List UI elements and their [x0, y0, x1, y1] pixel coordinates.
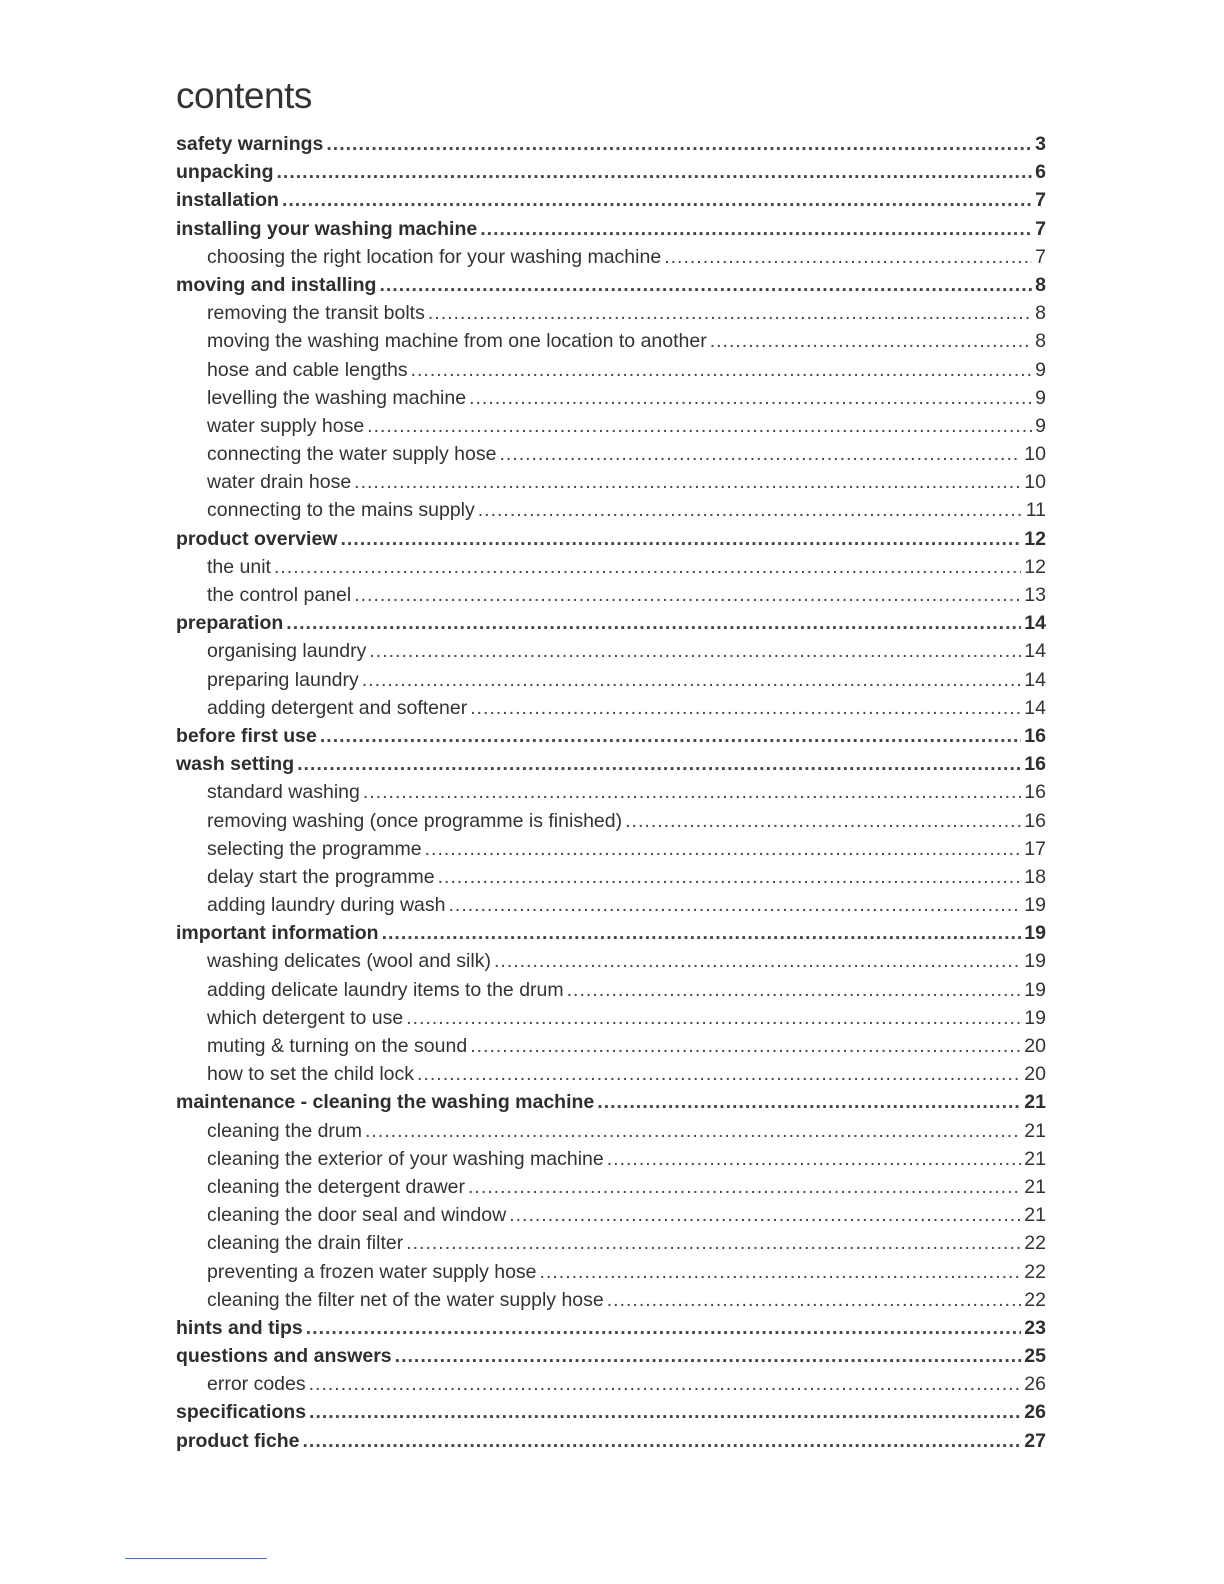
toc-entry-label: specifications: [176, 1401, 307, 1424]
toc-subsection-entry: [176, 807, 1046, 835]
toc-entry-label: adding laundry during wash: [207, 894, 446, 917]
toc-entry-label: error codes: [207, 1373, 306, 1396]
toc-subsection-entry: [176, 581, 1046, 609]
contents-page: [176, 74, 1046, 1455]
toc-page-number: 17: [1024, 837, 1046, 860]
toc-page-number: 14: [1024, 640, 1046, 663]
toc-entry-label: installing your washing machine: [176, 217, 478, 240]
toc-page-number: 10: [1024, 471, 1046, 494]
toc-page-number: 16: [1024, 781, 1046, 804]
toc-dot-leader: [411, 356, 1033, 384]
toc-page-number: 11: [1025, 499, 1046, 522]
toc-page-number: 20: [1024, 1035, 1046, 1057]
toc-page-number: 3: [1035, 133, 1046, 155]
toc-page-number: 12: [1024, 527, 1046, 550]
toc-section-entry: [176, 1427, 1046, 1455]
toc-dot-leader: [597, 1088, 1021, 1116]
toc-entry-label: product fiche: [176, 1429, 300, 1452]
toc-subsection-entry: [176, 356, 1046, 384]
toc-subsection-entry: [176, 1145, 1046, 1173]
toc-entry-label: organising laundry: [207, 640, 367, 663]
toc-dot-leader: [428, 299, 1032, 327]
toc-entry-label: moving and installing: [176, 273, 377, 296]
toc-entry-label: cleaning the detergent drawer: [207, 1175, 466, 1198]
toc-page-number: 8: [1035, 330, 1046, 353]
toc-entry-label: cleaning the exterior of your washing machine: [207, 1147, 604, 1170]
toc-entry-label: hints and tips: [176, 1316, 303, 1339]
toc-page-number: 13: [1024, 584, 1046, 606]
toc-dot-leader: [286, 609, 1021, 637]
toc-dot-leader: [274, 553, 1021, 581]
toc-subsection-entry: [176, 1032, 1046, 1060]
toc-page-number: 14: [1024, 612, 1046, 635]
toc-entry-label: selecting the programme: [207, 837, 422, 860]
toc-dot-leader: [354, 468, 1021, 496]
toc-dot-leader: [282, 186, 1032, 214]
toc-subsection-entry: [176, 1286, 1046, 1314]
toc-page-number: 16: [1024, 753, 1046, 776]
toc-subsection-entry: [176, 1258, 1046, 1286]
toc-subsection-entry: [176, 1060, 1046, 1088]
toc-dot-leader: [340, 525, 1021, 553]
toc-dot-leader: [499, 440, 1021, 468]
toc-page-number: 12: [1024, 555, 1046, 578]
toc-subsection-entry: [176, 947, 1046, 975]
toc-section-entry: [176, 1398, 1046, 1426]
toc-entry-label: preparation: [176, 612, 284, 635]
toc-page-number: 19: [1024, 978, 1046, 1001]
toc-entry-label: which detergent to use: [207, 1006, 404, 1029]
toc-dot-leader: [306, 1314, 1022, 1342]
toc-dot-leader: [309, 1370, 1022, 1398]
toc-page-number: 7: [1035, 245, 1046, 268]
toc-entry-label: unpacking: [176, 161, 274, 184]
toc-page-number: 16: [1024, 724, 1046, 747]
toc-section-entry: [176, 750, 1046, 778]
toc-section-entry: [176, 609, 1046, 637]
toc-page-number: 20: [1024, 1063, 1046, 1086]
toc-dot-leader: [470, 1032, 1021, 1060]
toc-section-entry: [176, 1088, 1046, 1116]
toc-dot-leader: [395, 1342, 1022, 1370]
toc-dot-leader: [438, 863, 1022, 891]
toc-subsection-entry: [176, 1229, 1046, 1257]
toc-dot-leader: [478, 496, 1023, 524]
toc-entry-label: water supply hose: [207, 414, 365, 437]
toc-dot-leader: [406, 1004, 1021, 1032]
toc-subsection-entry: [176, 1201, 1046, 1229]
toc-entry-label: safety warnings: [176, 133, 324, 155]
toc-dot-leader: [625, 807, 1021, 835]
toc-subsection-entry: [176, 468, 1046, 496]
toc-page-number: 19: [1024, 1006, 1046, 1029]
toc-subsection-entry: [176, 976, 1046, 1004]
toc-page-number: 22: [1024, 1232, 1046, 1255]
toc-entry-label: adding delicate laundry items to the drum: [207, 978, 564, 1001]
toc-page-number: 6: [1035, 161, 1046, 184]
toc-dot-leader: [303, 1427, 1022, 1455]
toc-page-number: 22: [1024, 1288, 1046, 1311]
toc-page-number: 16: [1024, 809, 1046, 832]
toc-page-number: 21: [1024, 1175, 1046, 1198]
toc-entry-label: hose and cable lengths: [207, 358, 408, 381]
toc-page-number: 26: [1024, 1401, 1046, 1424]
toc-dot-leader: [309, 1398, 1021, 1426]
toc-subsection-entry: [176, 1004, 1046, 1032]
toc-dot-leader: [382, 919, 1022, 947]
toc-entry-label: adding detergent and softener: [207, 696, 468, 719]
toc-page-number: 19: [1024, 950, 1046, 973]
toc-page-number: 27: [1024, 1429, 1046, 1452]
toc-subsection-entry: [176, 1370, 1046, 1398]
toc-dot-leader: [468, 1173, 1021, 1201]
table-of-contents: [176, 130, 1046, 1455]
toc-dot-leader: [326, 130, 1032, 158]
toc-dot-leader: [363, 778, 1021, 806]
toc-entry-label: maintenance - cleaning the washing machine: [176, 1091, 595, 1114]
toc-dot-leader: [567, 976, 1022, 1004]
toc-entry-label: washing delicates (wool and silk): [207, 950, 491, 973]
toc-dot-leader: [277, 158, 1033, 186]
toc-dot-leader: [607, 1286, 1022, 1314]
toc-page-number: 26: [1024, 1373, 1046, 1396]
toc-dot-leader: [425, 835, 1022, 863]
toc-subsection-entry: [176, 666, 1046, 694]
toc-entry-label: connecting the water supply hose: [207, 443, 497, 466]
toc-dot-leader: [367, 412, 1032, 440]
toc-dot-leader: [320, 722, 1021, 750]
toc-section-entry: [176, 130, 1046, 158]
toc-page-number: 22: [1024, 1260, 1046, 1283]
toc-page-number: 9: [1035, 414, 1046, 437]
toc-dot-leader: [607, 1145, 1022, 1173]
toc-page-number: 18: [1024, 865, 1046, 888]
toc-entry-label: the control panel: [207, 584, 352, 606]
toc-entry-label: muting & turning on the sound: [207, 1035, 468, 1057]
toc-subsection-entry: [176, 778, 1046, 806]
toc-entry-label: installation: [176, 189, 279, 212]
toc-subsection-entry: [176, 327, 1046, 355]
toc-subsection-entry: [176, 384, 1046, 412]
toc-page-number: 10: [1024, 443, 1046, 466]
toc-dot-leader: [379, 271, 1032, 299]
toc-dot-leader: [449, 891, 1022, 919]
toc-dot-leader: [710, 327, 1032, 355]
toc-entry-label: connecting to the mains supply: [207, 499, 475, 522]
toc-page-number: 9: [1035, 358, 1046, 381]
toc-entry-label: the unit: [207, 555, 271, 578]
toc-page-number: 7: [1035, 189, 1046, 212]
toc-page-number: 7: [1035, 217, 1046, 240]
toc-section-entry: [176, 919, 1046, 947]
toc-page-number: 23: [1024, 1316, 1046, 1339]
toc-page-number: 14: [1024, 696, 1046, 719]
toc-entry-label: removing the transit bolts: [207, 302, 425, 325]
toc-page-number: 8: [1035, 273, 1046, 296]
toc-entry-label: levelling the washing machine: [207, 386, 467, 409]
toc-section-entry: [176, 1342, 1046, 1370]
toc-entry-label: water drain hose: [207, 471, 352, 494]
toc-subsection-entry: [176, 243, 1046, 271]
toc-subsection-entry: [176, 440, 1046, 468]
toc-page-number: 21: [1024, 1147, 1046, 1170]
toc-entry-label: preparing laundry: [207, 668, 359, 691]
toc-subsection-entry: [176, 863, 1046, 891]
toc-dot-leader: [470, 694, 1021, 722]
toc-entry-label: before first use: [176, 724, 317, 747]
toc-section-entry: [176, 1314, 1046, 1342]
toc-entry-label: standard washing: [207, 781, 360, 804]
toc-page-number: 9: [1035, 386, 1046, 409]
toc-page-number: 8: [1035, 302, 1046, 325]
toc-dot-leader: [480, 215, 1032, 243]
toc-page-number: 14: [1024, 668, 1046, 691]
toc-dot-leader: [406, 1229, 1021, 1257]
toc-entry-label: important information: [176, 922, 379, 945]
toc-subsection-entry: [176, 694, 1046, 722]
toc-entry-label: cleaning the filter net of the water supply hose: [207, 1288, 604, 1311]
toc-entry-label: how to set the child lock: [207, 1063, 415, 1086]
toc-section-entry: [176, 722, 1046, 750]
toc-dot-leader: [365, 1117, 1021, 1145]
toc-entry-label: choosing the right location for your washing machine: [207, 245, 662, 268]
toc-dot-leader: [354, 581, 1021, 609]
toc-page-number: 25: [1024, 1345, 1046, 1368]
toc-entry-label: cleaning the drain filter: [207, 1232, 404, 1255]
toc-page-number: 19: [1024, 894, 1046, 917]
toc-dot-leader: [369, 637, 1021, 665]
toc-dot-leader: [362, 666, 1022, 694]
toc-entry-label: moving the washing machine from one location to another: [207, 330, 707, 353]
toc-entry-label: product overview: [176, 527, 338, 550]
toc-dot-leader: [494, 947, 1021, 975]
toc-subsection-entry: [176, 891, 1046, 919]
toc-section-entry: [176, 158, 1046, 186]
toc-dot-leader: [540, 1258, 1022, 1286]
footnote-rule: [125, 1558, 267, 1559]
toc-section-entry: [176, 215, 1046, 243]
toc-entry-label: preventing a frozen water supply hose: [207, 1260, 537, 1283]
toc-entry-label: removing washing (once programme is finished): [207, 809, 623, 832]
toc-subsection-entry: [176, 299, 1046, 327]
toc-entry-label: wash setting: [176, 753, 295, 776]
toc-page-number: 21: [1024, 1204, 1046, 1227]
toc-entry-label: delay start the programme: [207, 865, 435, 888]
toc-section-entry: [176, 271, 1046, 299]
toc-subsection-entry: [176, 553, 1046, 581]
toc-subsection-entry: [176, 1117, 1046, 1145]
toc-dot-leader: [509, 1201, 1021, 1229]
toc-dot-leader: [297, 750, 1021, 778]
toc-entry-label: questions and answers: [176, 1345, 392, 1368]
toc-subsection-entry: [176, 835, 1046, 863]
toc-subsection-entry: [176, 637, 1046, 665]
toc-section-entry: [176, 525, 1046, 553]
toc-dot-leader: [417, 1060, 1021, 1088]
toc-subsection-entry: [176, 1173, 1046, 1201]
toc-subsection-entry: [176, 412, 1046, 440]
toc-entry-label: cleaning the door seal and window: [207, 1204, 507, 1227]
toc-dot-leader: [664, 243, 1032, 271]
page-title: contents: [176, 75, 312, 116]
toc-subsection-entry: [176, 496, 1046, 524]
toc-page-number: 19: [1024, 922, 1046, 945]
toc-entry-label: cleaning the drum: [207, 1119, 363, 1142]
toc-section-entry: [176, 186, 1046, 214]
toc-page-number: 21: [1024, 1091, 1046, 1114]
toc-dot-leader: [469, 384, 1032, 412]
toc-page-number: 21: [1024, 1119, 1046, 1142]
